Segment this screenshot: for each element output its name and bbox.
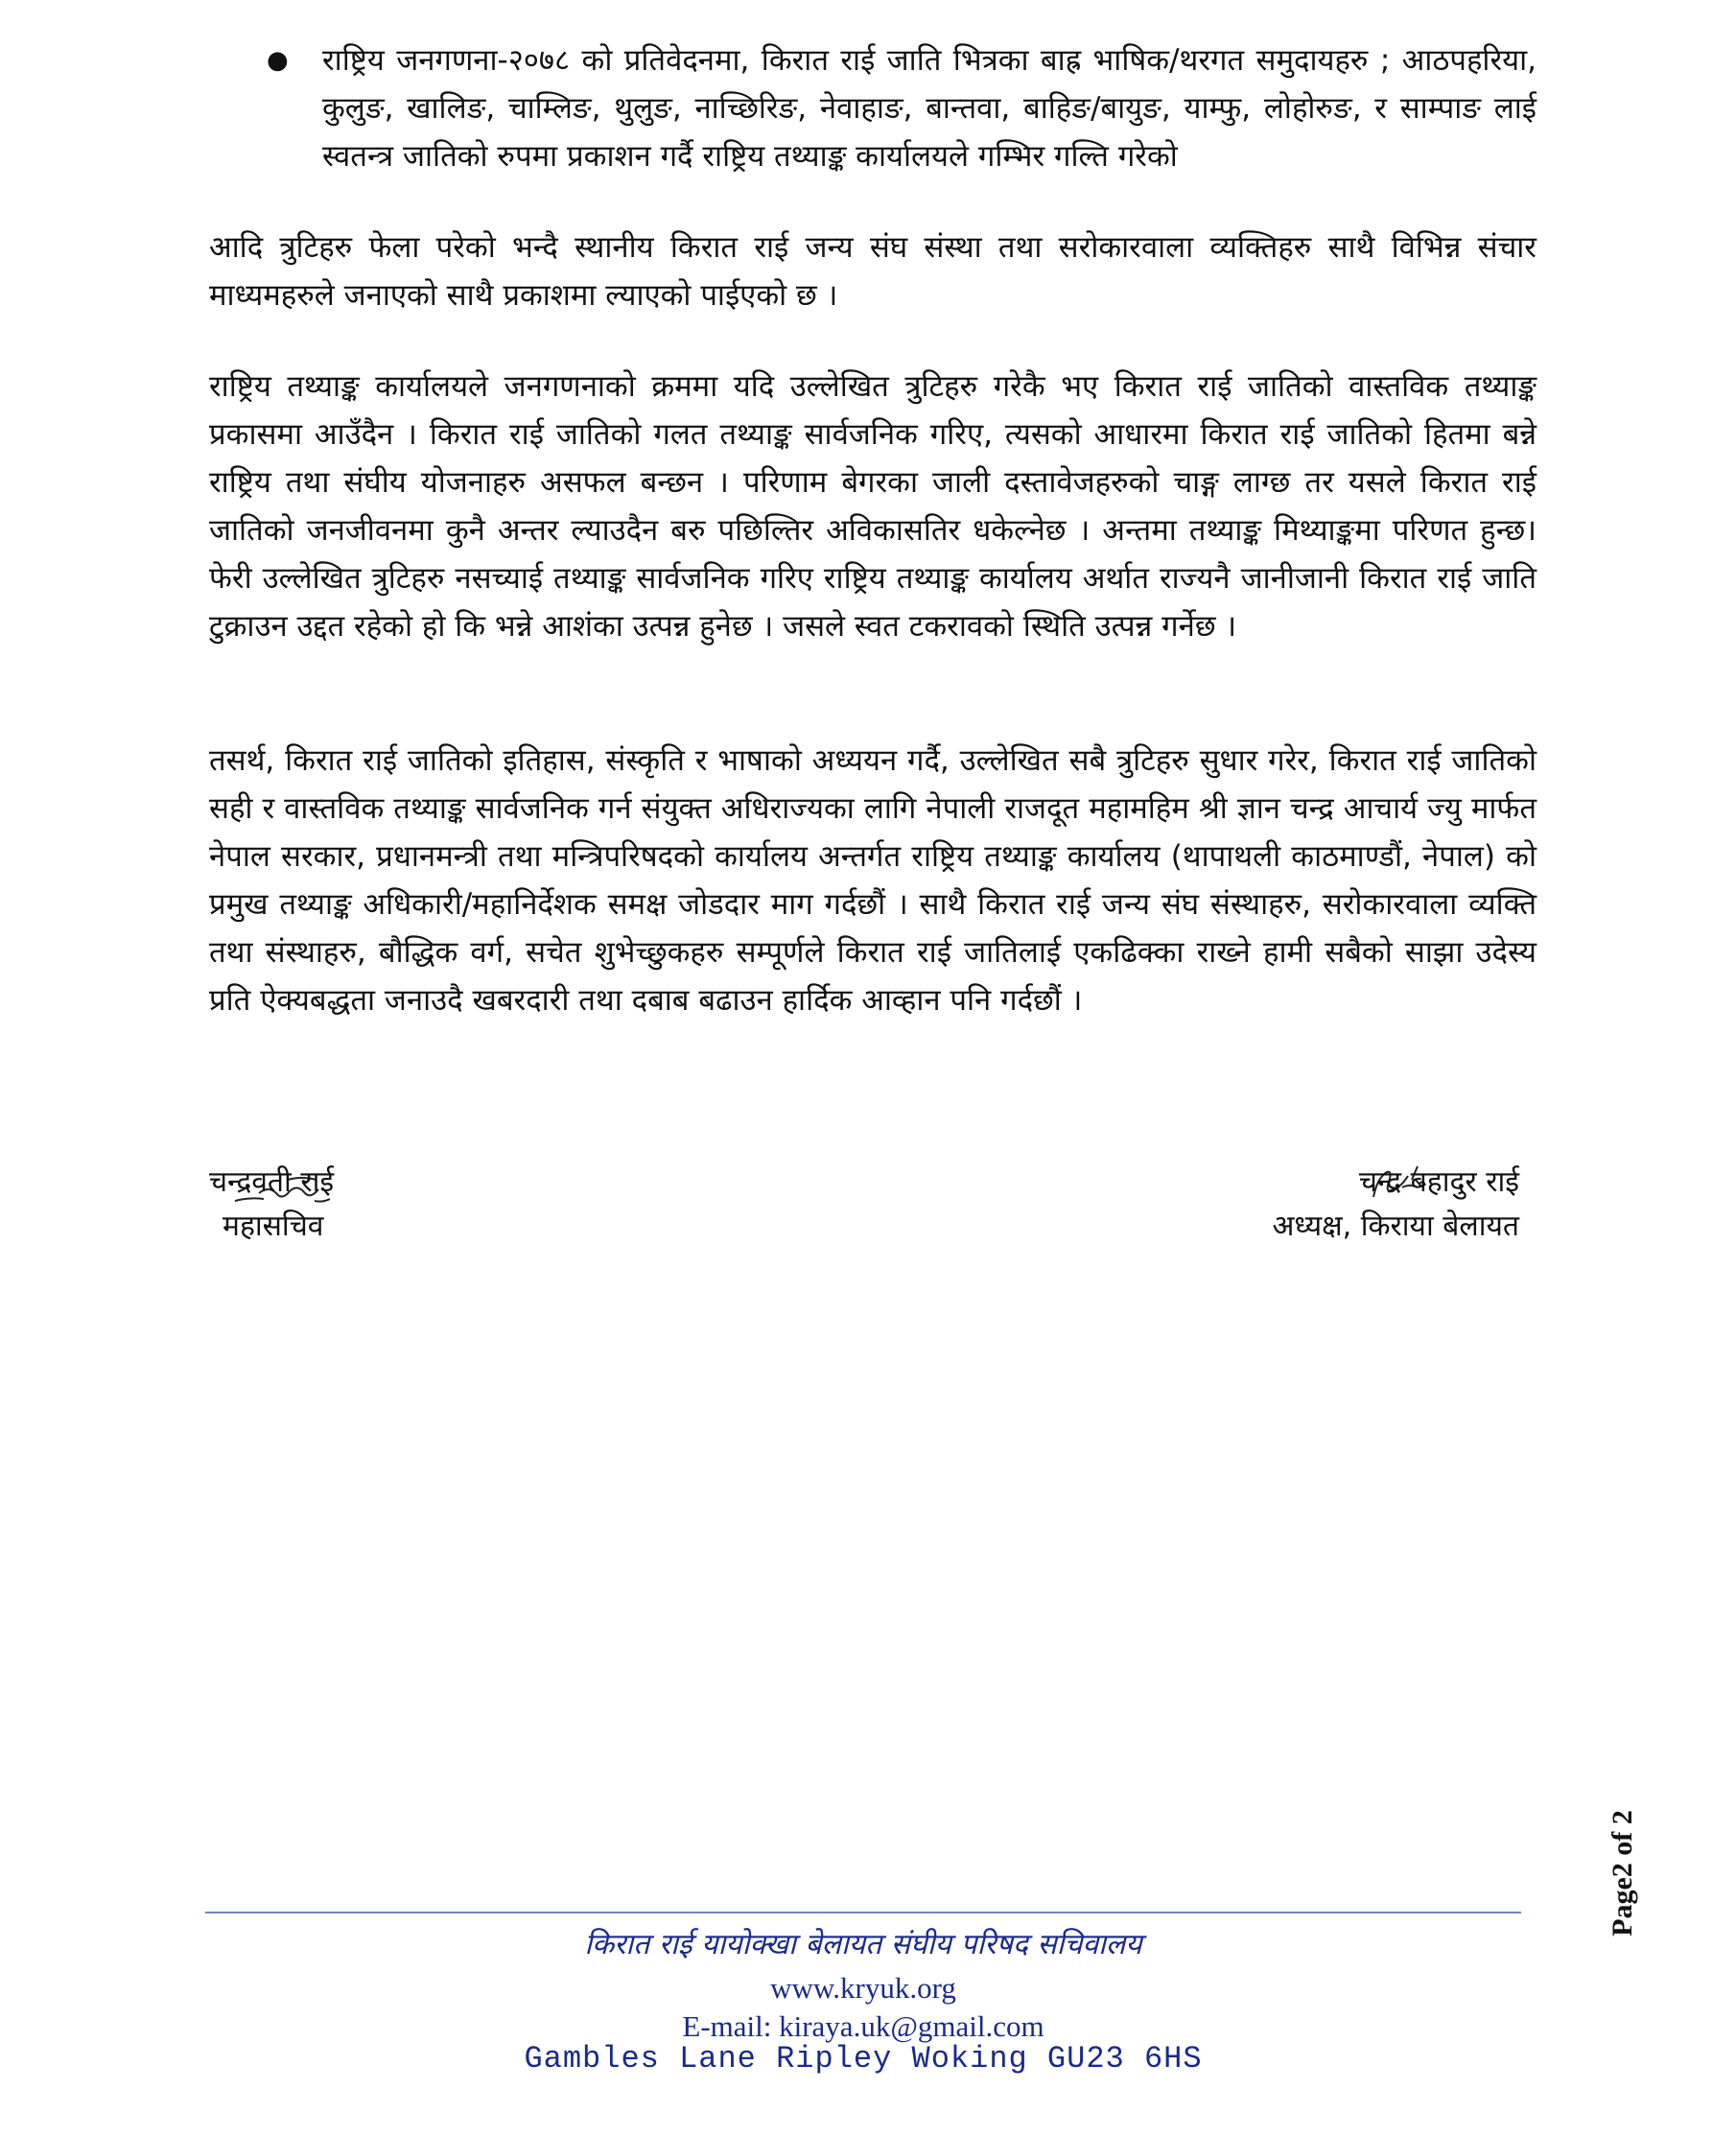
paragraph-demand: तसर्थ, किरात राई जातिको इतिहास, संस्कृति र भाषाको अध्ययन गर्दै, उल्लेखित सबै त्रुटिहरु सुधार गरेर, किरात राई जातिको सही र वास्तविक तथ्याङ्क सार्वजनिक गर्न संयुक्त अधिराज्यका लागि नेपाली राजदूत महामहिम श्री ज्ञान चन्द्र आचार्य ज्यु मार्फत नेपाल सरकार, प्रधानमन्त्री तथा मन्त्रिपरिषदको कार्यालय अन्तर्गत राष्ट्रिय तथ्याङ्क कार्यालय (थापाथली काठमाण्डौं, नेपाल) को प्रमुख तथ्याङ्क अधिकारी/महानिर्देशक समक्ष जोडदार माग गर्दछौं । साथै किरात राई जन्य संघ संस्थाहरु, सरोकारवाला व्यक्ति तथा संस्थाहरु, बौद्धिक वर्ग, सचेत शुभेच्छुकहरु सम्पूर्णले किरात राई जातिलाई एकढिक्का राख्ने हामी सबैको साझा उदेस्य प्रति ऐक्यबद्धता जनाउदै खबरदारी तथा दबाब बढाउन हार्दिक आव्हान पनि गर्दछौं ।	[209, 743, 1537, 1018]
signatory-right	[1273, 1161, 1519, 1249]
signatory-left-title: महासचिव	[223, 1209, 324, 1243]
bullet-text: राष्ट्रिय जनगणना-२०७८ को प्रतिवेदनमा, किरात राई जाति भित्रका बाह्र भाषिक/थरगत समुदायहरु ; आठपहरिया, कुलुङ, खालिङ, चाम्लिङ, थुलुङ, नाच्छिरिङ, नेवाहाङ, बान्तवा, बाहिङ/बायुङ, याम्फु, लोहोरुङ, र साम्पाङ लाई स्वतन्त्र जातिको रुपमा प्रकाशन गर्दै राष्ट्रिय तथ्याङ्क कार्यालयले गम्भिर गल्ति गरेको	[322, 43, 1537, 174]
signatory-left-name: चन्द्रवती राई	[209, 1165, 335, 1199]
signatory-left	[209, 1161, 334, 1249]
paragraph-consequences: राष्ट्रिय तथ्याङ्क कार्यालयले जनगणनाको क्रममा यदि उल्लेखित त्रुटिहरु गरेकै भए किरात राई जातिको वास्तविक तथ्याङ्क प्रकासमा आउँदैन । किरात राई जातिको गलत तथ्याङ्क सार्वजनिक गरिए, त्यसको आधारमा किरात राई जातिको हितमा बन्ने राष्ट्रिय तथा संघीय योजनाहरु असफल बन्छन । परिणाम बेगरका जाली दस्तावेजहरुको चाङ्ग लाग्छ तर यसले किरात राई जातिको जनजीवनमा कुनै अन्तर ल्याउदैन बरु पछिल्तिर अविकासतिर धकेल्नेछ । अन्तमा तथ्याङ्क मिथ्याङ्कमा परिणत हुन्छ। फेरी उल्लेखित त्रुटिहरु नसच्याई तथ्याङ्क सार्वजनिक गरिए राष्ट्रिय तथ्याङ्क कार्यालय अर्थात राज्यनै जानीजानी किरात राई जाति टुक्राउन उद्दत रहेको हो कि भन्ने आशंका उत्पन्न हुनेछ । जसले स्वत टकरावको स्थिति उत्पन्न गर्नेछ ।	[209, 369, 1537, 644]
paragraph-errors-reported: आदि त्रुटिहरु फेला परेको भन्दै स्थानीय किरात राई जन्य संघ संस्था तथा सरोकारवाला व्यक्तिहरु साथै विभिन्न संचार माध्यमहरुले जनाएको साथै प्रकाशमा ल्याएको पाईएको छ ।	[209, 230, 1537, 313]
footer-website[interactable]: www.kryuk.org	[770, 1971, 956, 2005]
footer-email[interactable]: E-mail: kiraya.uk@gmail.com	[682, 2009, 1044, 2043]
footer-organization: किरात राई यायोक्खा बेलायत संघीय परिषद सचिवालय	[584, 1928, 1142, 1961]
footer-address: Gambles Lane Ripley Woking GU23 6HS	[524, 2041, 1203, 2077]
signatory-right-name: चन्द्र बहादुर राई	[1358, 1165, 1519, 1199]
bullet-item	[261, 36, 1537, 180]
signatory-right-title: अध्यक्ष, किराया बेलायत	[1272, 1209, 1519, 1243]
page-number: Page2 of 2	[1607, 1810, 1638, 1936]
footer-divider	[205, 1912, 1521, 1913]
bullet-marker: ●	[267, 46, 289, 75]
